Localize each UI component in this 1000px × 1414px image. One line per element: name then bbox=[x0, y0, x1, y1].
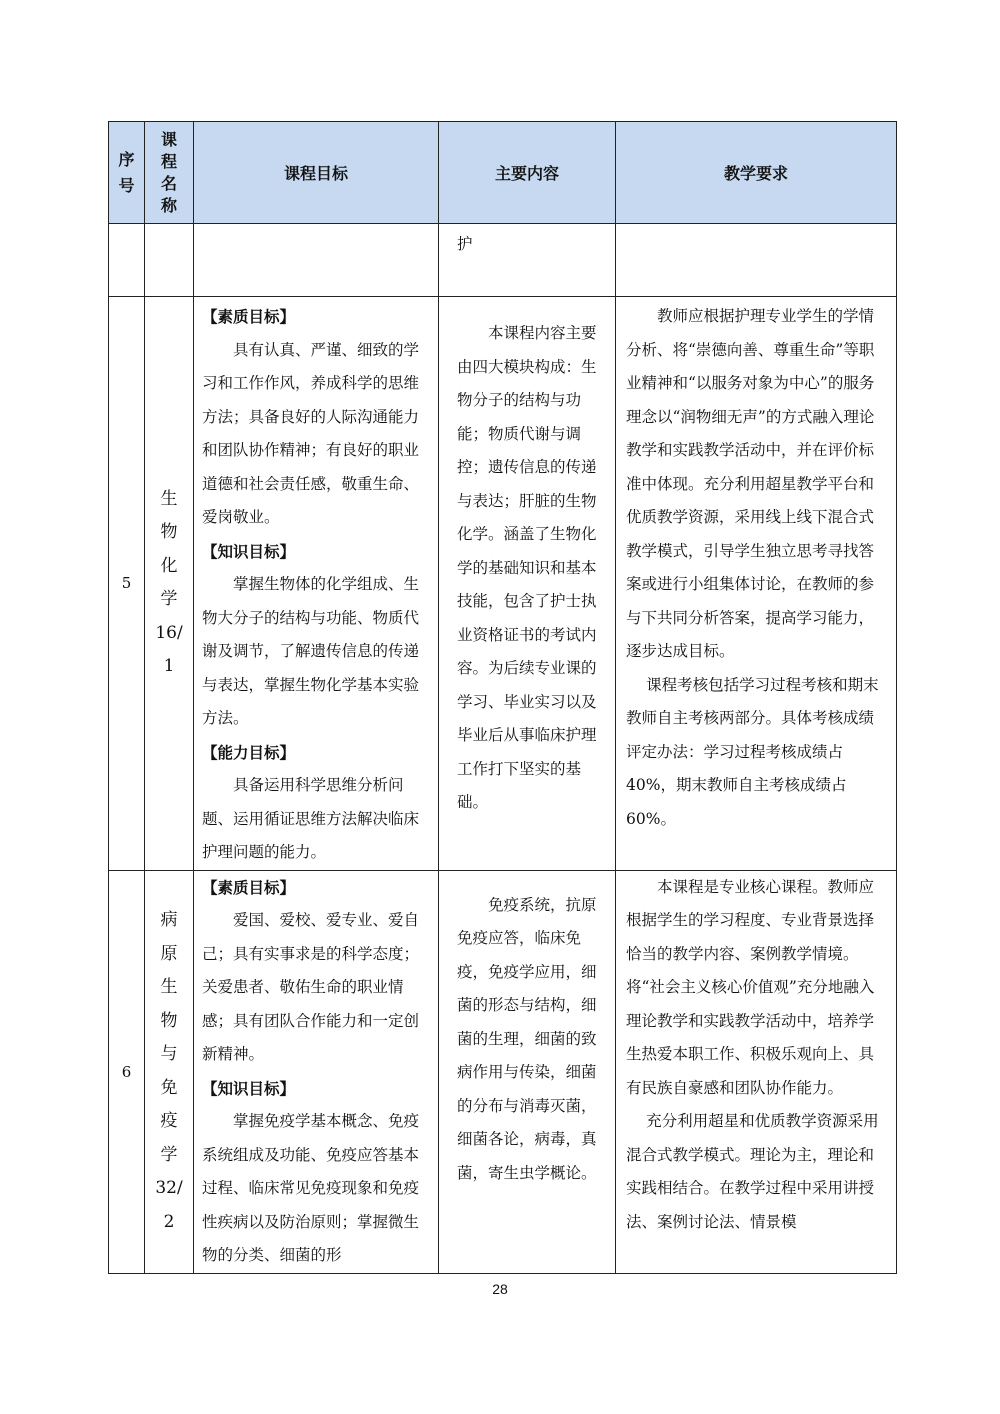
header-content: 主要内容 bbox=[439, 122, 616, 224]
row-requirements bbox=[616, 297, 897, 871]
continuation-name-cell bbox=[145, 224, 194, 297]
row-seq: 5 bbox=[109, 297, 145, 871]
requirements-paragraph: 课程考核包括学习过程考核和期末教师自主考核两部分。具体考核成绩评定办法：学习过程考核成绩占40%，期末教师自主考核成绩占60%。 bbox=[626, 675, 879, 828]
row-course-name bbox=[145, 870, 194, 1273]
knowledge-goal-heading: 【知识目标】 bbox=[202, 541, 296, 561]
course-name-char: 16/ bbox=[155, 622, 183, 643]
content-text: 本课程内容主要由四大模块构成：生物分子的结构与功能；物质代谢与调控；遗传信息的传递与表达；肝脏的生物化学。涵盖了生物化学的基础知识和基本技能，包含了护士执业资格证书的考试内容。为后续专业课的学习、毕业实习以及毕业后从事临床护理工作打下坚实的基础。 bbox=[457, 324, 597, 811]
ability-goal-text: 具备运用科学思维分析问题、运用循证思维方法解决临床护理问题的能力。 bbox=[202, 776, 420, 861]
row-content bbox=[439, 297, 616, 871]
continuation-goals-cell bbox=[194, 224, 439, 297]
continuation-seq-cell bbox=[109, 224, 145, 297]
knowledge-goal-text: 掌握生物体的化学组成、生物大分子的结构与功能、物质代谢及调节，了解遗传信息的传递与表达，掌握生物化学基本实验方法。 bbox=[202, 575, 420, 727]
header-course-name-char: 称 bbox=[160, 195, 177, 215]
row-goals bbox=[194, 870, 439, 1273]
course-name-char: 免 bbox=[160, 1077, 178, 1098]
quality-goal-text: 爱国、爱校、爱专业、爱自己；具有实事求是的科学态度；关爱患者、敬佑生命的职业情感；具有团队合作能力和一定创新精神。 bbox=[202, 911, 420, 1063]
course-table bbox=[108, 121, 897, 1274]
header-course-name bbox=[145, 122, 194, 224]
header-course-name-char: 课 bbox=[160, 129, 177, 149]
header-row bbox=[109, 122, 897, 224]
knowledge-goal-text: 掌握免疫学基本概念、免疫系统组成及功能、免疫应答基本过程、临床常见免疫现象和免疫性疾病以及防治原则；掌握微生物的分类、细菌的形 bbox=[202, 1112, 420, 1264]
quality-goal-heading: 【素质目标】 bbox=[202, 877, 296, 897]
header-goals: 课程目标 bbox=[194, 122, 439, 224]
course-name-char: 病 bbox=[160, 910, 178, 930]
row-seq: 6 bbox=[109, 870, 145, 1273]
row-requirements bbox=[616, 870, 897, 1273]
table-row-5 bbox=[109, 297, 897, 871]
content-text: 免疫系统，抗原免疫应答，临床免疫，免疫学应用，细菌的形态与结构，细菌的生理，细菌的致病作用与传染，细菌的分布与消毒灭菌，细菌各论，病毒，真菌，寄生虫学概论。 bbox=[457, 895, 597, 1182]
course-name-char: 学 bbox=[160, 1144, 178, 1165]
course-name-char: 生 bbox=[160, 977, 178, 997]
quality-goal-text: 具有认真、严谨、细致的学习和工作作风，养成科学的思维方法；具备良好的人际沟通能力和团队协作精神；有良好的职业道德和社会责任感，敬重生命、爱岗敬业。 bbox=[202, 340, 420, 526]
requirements-paragraph: 充分利用超星和优质教学资源采用混合式教学模式。理论为主，理论和实践相结合。在教学过程中采用讲授法、案例讨论法、情景模 bbox=[626, 1112, 879, 1231]
row-content bbox=[439, 870, 616, 1273]
course-name-char: 学 bbox=[160, 589, 178, 610]
course-name-char: 原 bbox=[160, 943, 178, 964]
table-row-6 bbox=[109, 870, 897, 1273]
course-name-char: 疫 bbox=[160, 1111, 178, 1131]
knowledge-goal-heading: 【知识目标】 bbox=[202, 1078, 296, 1098]
continuation-content-cell bbox=[439, 224, 616, 297]
continuation-req-cell bbox=[616, 224, 897, 297]
continuation-content-text: 护 bbox=[457, 235, 473, 253]
course-name-char: 生 bbox=[160, 488, 178, 509]
header-seq bbox=[109, 122, 145, 224]
header-course-name-char: 程 bbox=[160, 151, 177, 171]
course-name-char: 32/ bbox=[155, 1178, 183, 1198]
requirements-paragraph: 教师应根据护理专业学生的学情分析、将“崇德向善、尊重生命”等职业精神和“以服务对象为中心”的服务理念以“润物细无声”的方式融入理论教学和实践教学活动中，并在评价标准中体现。充分利用超星教学平台和优质教学资源，采用线上线下混合式教学模式，引导学生独立思考寻找答案或进行小组集体讨论，在教师的参与下共同分析答案，提高学习能力，逐步达成目标。 bbox=[626, 307, 875, 660]
ability-goal-heading: 【能力目标】 bbox=[202, 742, 296, 762]
continuation-row bbox=[109, 224, 897, 297]
row-course-name bbox=[145, 297, 194, 871]
course-name-char: 2 bbox=[163, 1211, 175, 1232]
course-name-char: 1 bbox=[163, 656, 175, 677]
quality-goal-heading: 【素质目标】 bbox=[202, 307, 296, 326]
row-goals bbox=[194, 297, 439, 871]
header-course-name-char: 名 bbox=[160, 173, 177, 193]
course-name-char: 物 bbox=[160, 1010, 178, 1031]
requirements-paragraph: 本课程是专业核心课程。教师应根据学生的学习程度、专业背景选择恰当的教学内容、案例教学情境。将“社会主义核心价值观”充分地融入理论教学和实践教学活动中，培养学生热爱本职工作、积极乐观向上、具有民族自豪感和团队协作能力。 bbox=[626, 877, 875, 1097]
header-requirements: 教学要求 bbox=[616, 122, 897, 224]
page-number: 28 bbox=[492, 1281, 508, 1297]
course-name-char: 与 bbox=[160, 1044, 178, 1064]
header-seq-text: 序号 bbox=[118, 149, 135, 195]
course-name-char: 物 bbox=[160, 522, 178, 543]
course-name-char: 化 bbox=[160, 555, 178, 576]
